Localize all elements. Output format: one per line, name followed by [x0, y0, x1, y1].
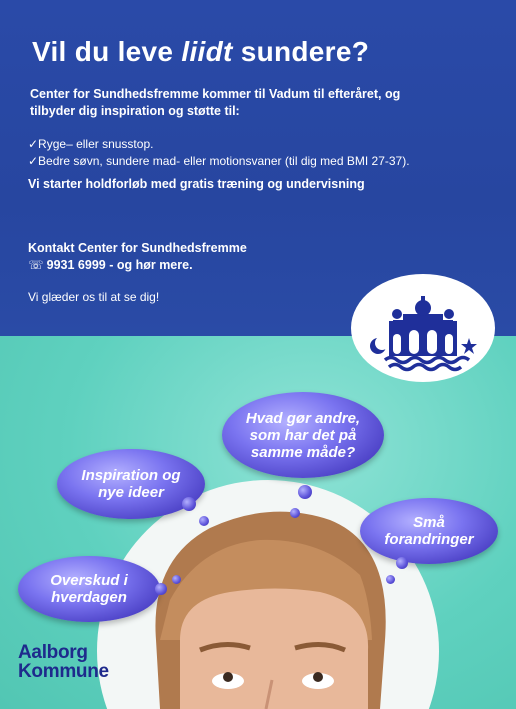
phone-icon: ☏	[28, 258, 44, 272]
bubble-dot	[182, 497, 196, 511]
tagline: Vi starter holdforløb med gratis træning og undervisning	[28, 177, 365, 191]
headline: Vil du leve liidt sundere?	[32, 36, 370, 67]
bubble-dot	[396, 557, 408, 569]
bubble-inspiration: Inspiration og nye ideer	[57, 449, 205, 519]
phone-number[interactable]: 9931 6999 - og hør mere.	[46, 258, 193, 272]
bubble-dot	[172, 575, 181, 584]
bubble-others: Hvad gør andre, som har det på samme måde?	[222, 392, 384, 478]
bubble-surplus: Overskud i hverdagen	[18, 556, 160, 622]
aalborg-kommune-logo: Aalborg Kommune	[18, 642, 109, 682]
contact-title: Kontakt Center for Sundhedsfremme	[28, 241, 247, 255]
bubble-dot	[386, 575, 395, 584]
headline-emphasis: liidt	[181, 36, 233, 67]
list-item: ✓Ryge– eller snusstop.	[28, 137, 154, 151]
list-item: ✓Bedre søvn, sundere mad- eller motionsvaner (til dig med BMI 27-37).	[28, 154, 410, 168]
bubble-small-changes: Små forandringer	[360, 498, 498, 564]
bubble-dot	[155, 583, 167, 595]
bubble-dot	[298, 485, 312, 499]
intro-text: Center for Sundhedsfremme kommer til Vadum til efteråret, og tilbyder dig inspiration og støtte til:	[30, 87, 401, 118]
bubble-dot	[199, 516, 209, 526]
greeting: Vi glæder os til at se dig!	[28, 290, 160, 304]
bubble-dot	[290, 508, 300, 518]
